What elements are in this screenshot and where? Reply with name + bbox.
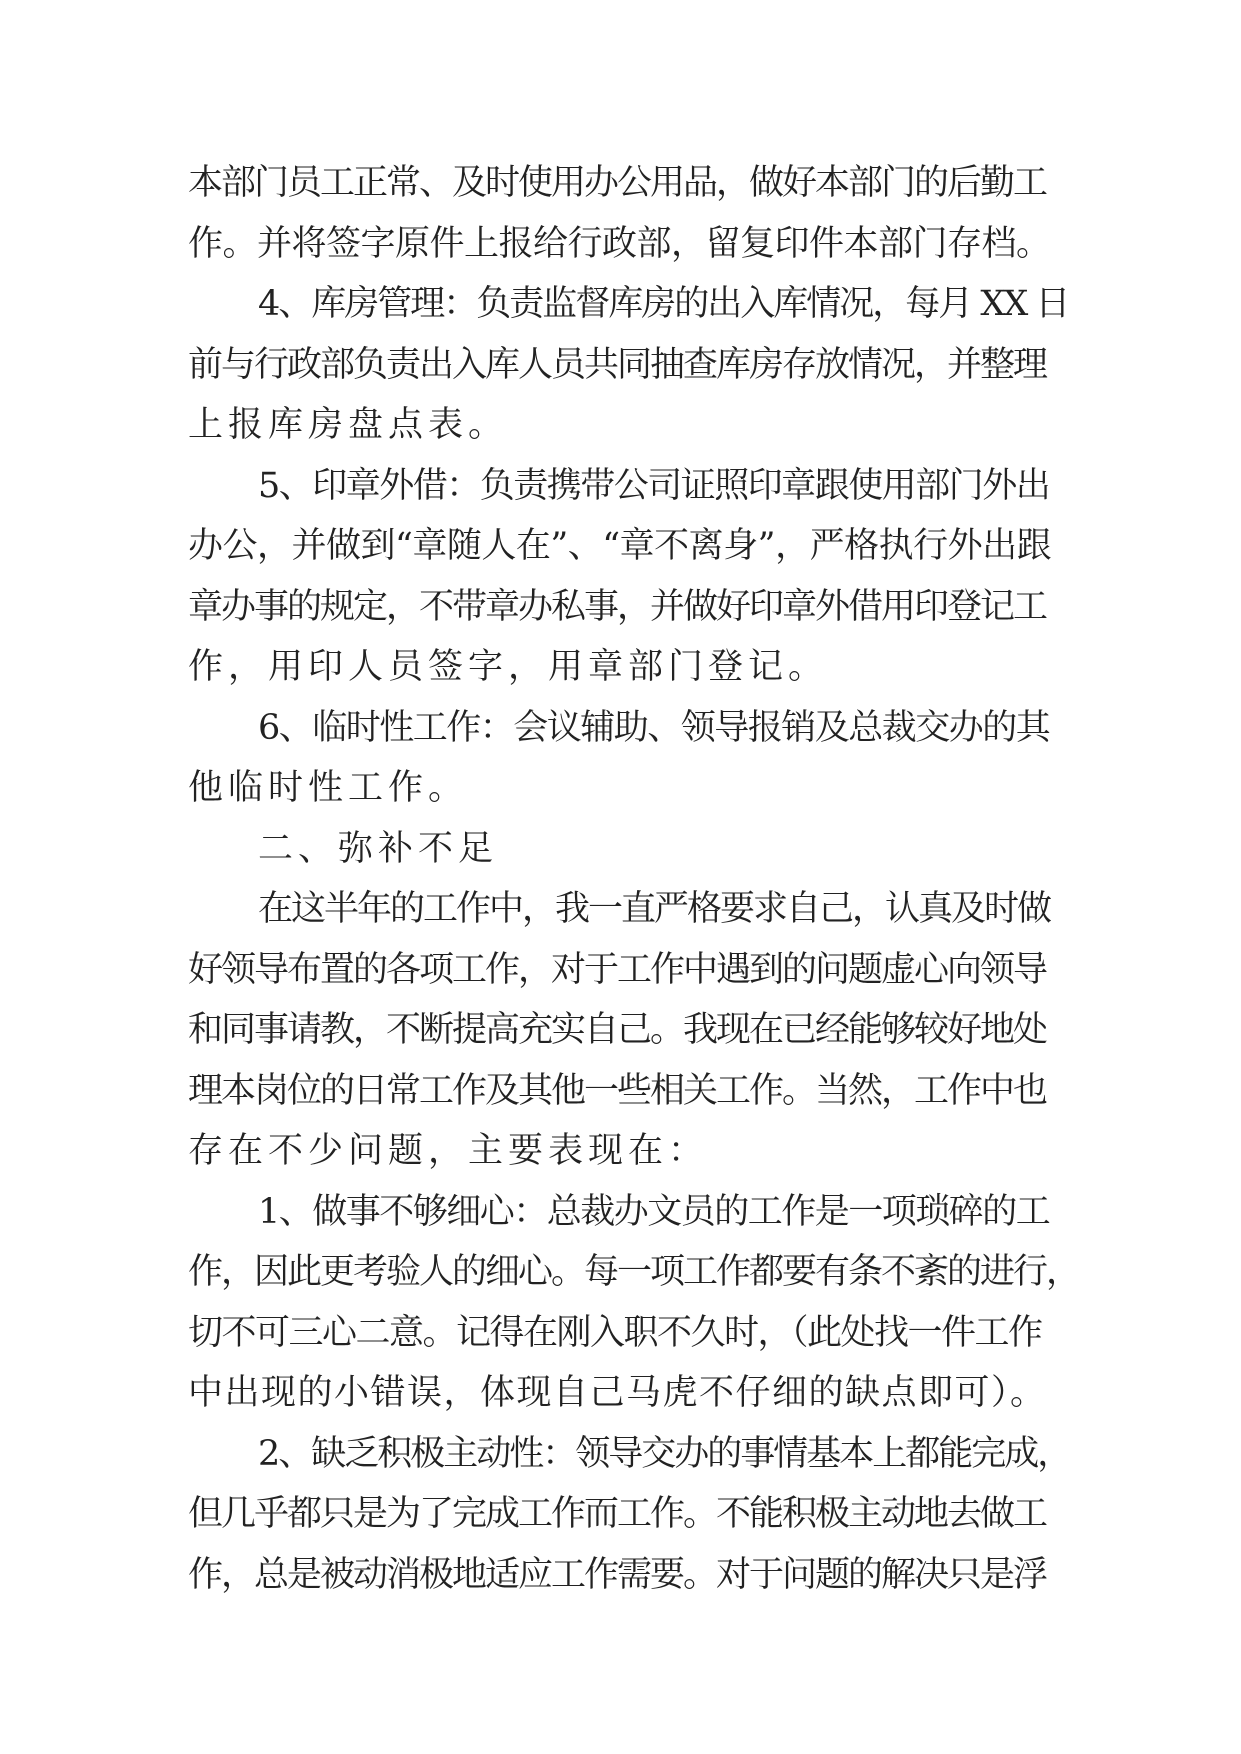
- text-line: 但几乎都只是为了完成工作而工作。不能积极主动地去做工: [188, 1494, 1047, 1534]
- text-line: 前与行政部负责出入库人员共同抽查库房存放情况，并整理: [188, 344, 1047, 385]
- text-line: 办公，并做到“章随人在”、“章不离身”，严格执行外出跟: [188, 526, 1052, 566]
- text-line: 二、弥补不足: [258, 828, 499, 869]
- text-line: 作。并将签字原件上报给行政部，留复印件本部门存档。: [188, 223, 1051, 264]
- text-line: 在这半年的工作中，我一直严格要求自己，认真及时做: [258, 889, 1051, 929]
- text-line: 上报库房盘点表。: [188, 405, 509, 445]
- text-line: 理本岗位的日常工作及其他一些相关工作。当然，工作中也: [188, 1070, 1047, 1111]
- text-line: 本部门员工正常、及时使用办公用品，做好本部门的后勤工: [188, 163, 1047, 203]
- text-line: 5、印章外借：负责携带公司证照印章跟使用部门外出: [258, 465, 1050, 506]
- text-line: 和同事请教，不断提高充实自己。我现在已经能够较好地处: [188, 1010, 1047, 1050]
- text-line: 好领导布置的各项工作，对于工作中遇到的问题虚心向领导: [188, 949, 1047, 990]
- text-line: 作，总是被动消极地适应工作需要。对于问题的解决只是浮: [188, 1554, 1047, 1595]
- text-line: 1、做事不够细心：总裁办文员的工作是一项琐碎的工: [258, 1191, 1050, 1232]
- text-line: 4、库房管理：负责监督库房的出入库情况，每月 XX 日: [258, 284, 1069, 324]
- document-body: [188, 153, 1080, 1605]
- text-line: 6、临时性工作：会议辅助、领导报销及总裁交办的其: [258, 707, 1050, 748]
- text-line: 存在不少问题，主要表现在：: [188, 1131, 709, 1171]
- text-line: 切不可三心二意。记得在刚入职不久时，（此处找一件工作: [188, 1312, 1042, 1353]
- text-line: 章办事的规定，不带章办私事，并做好印章外借用印登记工: [188, 586, 1047, 627]
- text-line: 作，因此更考验人的细心。每一项工作都要有条不紊的进行，: [188, 1252, 1080, 1292]
- text-line: 中出现的小错误，体现自己马虎不仔细的缺点即可）。: [188, 1373, 1047, 1413]
- text-line: 他临时性工作。: [188, 768, 469, 808]
- text-line: 作，用印人员签字，用章部门登记。: [188, 647, 829, 687]
- text-line: 2、缺乏积极主动性：领导交办的事情基本上都能完成，: [258, 1433, 1071, 1474]
